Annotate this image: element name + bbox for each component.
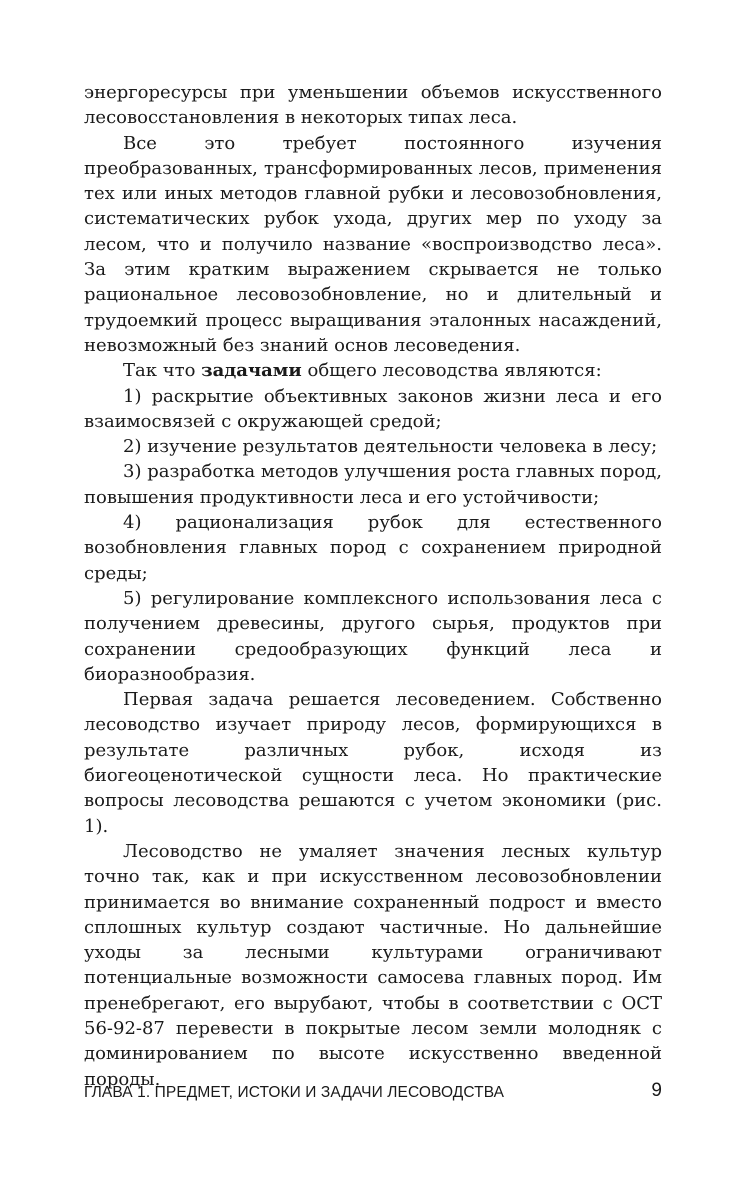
task-item-2: 2) изучение результатов деятельности человека в лесу; xyxy=(123,436,658,458)
tasks-keyword: задачами xyxy=(201,360,302,382)
body-text xyxy=(84,80,662,1092)
running-footer-title: ГЛАВА 1. ПРЕДМЕТ, ИСТОКИ И ЗАДАЧИ ЛЕСОВОДСТВА xyxy=(84,1084,505,1101)
task-item-3: 3) разработка методов улучшения роста главных пород, повышения продуктивности леса и его устойчивости; xyxy=(84,461,662,508)
paragraph-continuation: энергоресурсы при уменьшении объемов искусственного лесовосстановления в некоторых типах леса. xyxy=(84,82,662,129)
page-number: 9 xyxy=(651,1080,662,1101)
tasks-intro-text: Так что xyxy=(123,360,202,382)
task-item-4: 4) рационализация рубок для естественного возобновления главных пород с сохранением природной среды; xyxy=(84,512,662,584)
paragraph: Первая задача решается лесоведением. Собственно лесоводство изучает природу лесов, формирующихся в результате различных рубок, исходя из биогеоценотической сущности леса. Но практические вопросы лесоводства решаются с учетом экономики (рис. 1). xyxy=(84,689,662,837)
task-item-5: 5) регулирование комплексного использования леса с получением древесины, другого сырья, продуктов при сохранении средообразующих функций леса и биоразнообразия. xyxy=(84,587,662,685)
paragraph-tasks-intro xyxy=(84,358,662,383)
task-item-1: 1) раскрытие объективных законов жизни леса и его взаимосвязей с окружающей средой; xyxy=(84,385,662,432)
tasks-intro-text-end: общего лесоводства являются: xyxy=(301,360,602,382)
paragraph: Все это требует постоянного изучения преобразованных, трансформированных лесов, применения тех или иных методов главной рубки и лесовозобновления, систематических рубок ухода, других мер по уходу за лесом, что и получило название «воспроизводство леса». За этим кратким выражением скрывается не только рациональное лесовозобновление, но и длительный и трудоемкий процесс выращивания эталонных насаждений, невозможный без знаний основ лесоведения. xyxy=(84,132,662,356)
paragraph: Лесоводство не умаляет значения лесных культур точно так, как и при искусственном лесовозобновлении принимается во внимание сохраненный подрост и вместо сплошных культур создают частичные. Но дальнейшие уходы за лесными культурами ограничивают потенциальные возможности самосева главных пород. Им пренебрегают, его вырубают, чтобы в соответствии с ОСТ 56-92-87 перевести в покрытые лесом земли молодняк с доминированием по высоте искусственно введенной породы. xyxy=(84,840,662,1090)
